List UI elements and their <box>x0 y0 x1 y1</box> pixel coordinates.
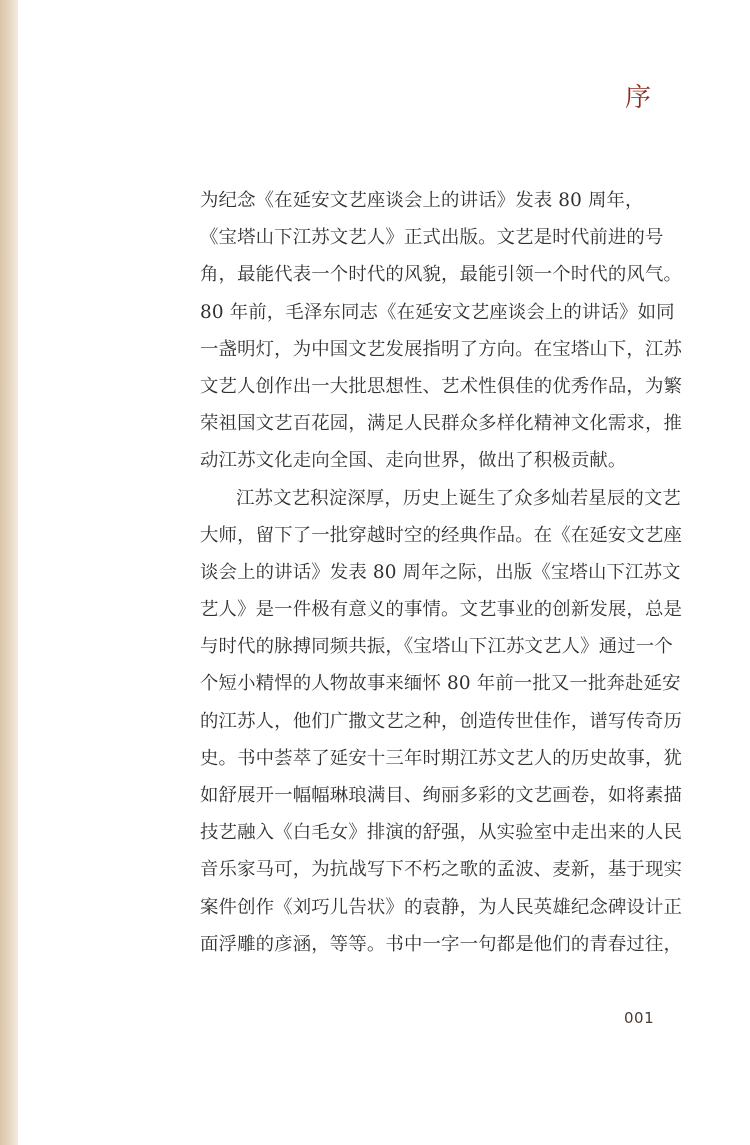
text-line-15: 的江苏人，他们广撒文艺之种，创造传世佳作，谱写传奇历 <box>200 710 683 732</box>
text-line-13: 与时代的脉搏同频共振，《宝塔山下江苏文艺人》通过一个 <box>200 636 673 658</box>
text-line-3: 角，最能代表一个时代的风貌，最能引领一个时代的风气。 <box>200 264 683 286</box>
text-line-17: 如舒展开一幅幅琳琅满目、绚丽多彩的文艺画卷，如将素描 <box>200 785 683 806</box>
text-line-19: 音乐家马可，为抗战写下不朽之歌的孟波、麦新，基于现实 <box>200 859 683 881</box>
page-number: 001 <box>624 1009 655 1027</box>
text-line-9: 江苏文艺积淀深厚，历史上诞生了众多灿若星辰的文艺 <box>236 487 681 509</box>
preface-body-text <box>200 182 683 963</box>
text-line-11: 谈会上的讲话》发表 80 周年之际，出版《宝塔山下江苏文 <box>200 561 681 583</box>
page-spine-shadow <box>0 0 18 1145</box>
text-line-16: 史。书中荟萃了延安十三年时期江苏文艺人的历史故事，犹 <box>200 747 683 769</box>
text-line-8: 动江苏文化走向全国、走向世界，做出了积极贡献。 <box>200 450 627 472</box>
text-line-12: 艺人》是一件极有意义的事情。文艺事业的创新发展，总是 <box>200 599 683 621</box>
text-line-6: 文艺人创作出一大批思想性、艺术性俱佳的优秀作品，为繁 <box>200 375 683 397</box>
text-line-10: 大师，留下了一批穿越时空的经典作品。在《在延安文艺座 <box>200 524 683 546</box>
text-line-21: 面浮雕的彦涵，等等。书中一字一句都是他们的青春过往， <box>200 933 683 955</box>
text-line-5: 一盏明灯，为中国文艺发展指明了方向。在宝塔山下，江苏 <box>200 338 683 360</box>
text-line-14: 个短小精悍的人物故事来缅怀 80 年前一批又一批奔赴延安 <box>200 673 681 695</box>
text-line-20: 案件创作《刘巧儿告状》的袁静，为人民英雄纪念碑设计正 <box>200 896 683 918</box>
text-line-1: 为纪念《在延安文艺座谈会上的讲话》发表 80 周年， <box>200 190 644 211</box>
text-line-7: 荣祖国文艺百花园，满足人民群众多样化精神文化需求，推 <box>200 413 683 435</box>
text-line-2: 《宝塔山下江苏文艺人》正式出版。文艺是时代前进的号 <box>200 227 664 249</box>
text-line-18: 技艺融入《白毛女》排演的舒强，从实验室中走出来的人民 <box>200 822 683 844</box>
text-line-4: 80 年前，毛泽东同志《在延安文艺座谈会上的讲话》如同 <box>200 301 675 323</box>
chapter-title: 序 <box>625 83 652 113</box>
